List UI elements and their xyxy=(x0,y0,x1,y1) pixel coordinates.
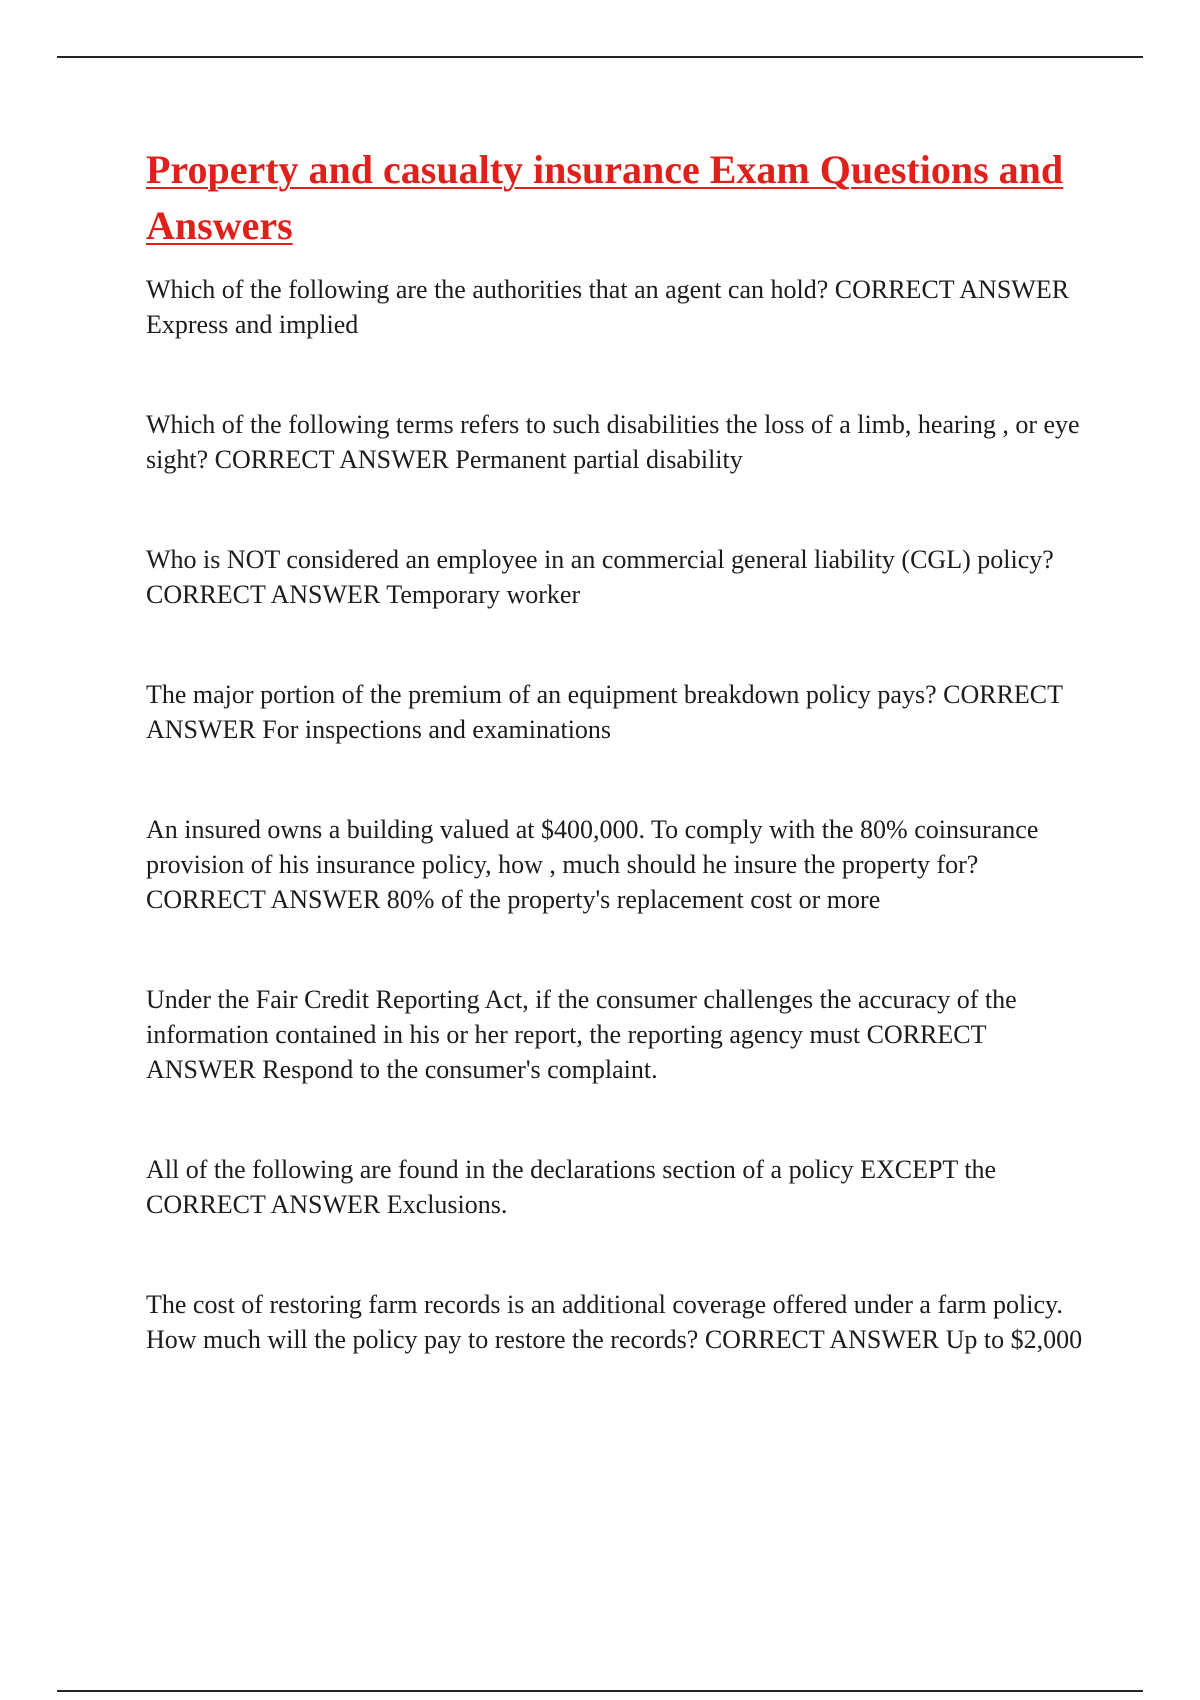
qa-item: Under the Fair Credit Reporting Act, if the consumer challenges the accuracy of the information contained in his or her report, the reporting agency must CORRECT ANSWER Respond to the consumer's complaint. xyxy=(146,985,1017,1084)
qa-item: Which of the following are the authorities that an agent can hold? CORRECT ANSWER Express and implied xyxy=(146,275,1070,339)
qa-item: Which of the following terms refers to such disabilities the loss of a limb, hearing , or eye sight? CORRECT ANSWER Permanent partial disability xyxy=(146,410,1080,474)
top-rule xyxy=(57,56,1143,58)
qa-item: An insured owns a building valued at $400,000. To comply with the 80% coinsurance provision of his insurance policy, how , much should he insure the property for? CORRECT ANSWER 80% of the property's replacement cost or more xyxy=(146,815,1039,914)
qa-item: All of the following are found in the declarations section of a policy EXCEPT the CORRECT ANSWER Exclusions. xyxy=(146,1155,997,1219)
qa-item: Who is NOT considered an employee in an commercial general liability (CGL) policy? CORRECT ANSWER Temporary worker xyxy=(146,545,1054,609)
bottom-rule xyxy=(57,1690,1143,1692)
qa-item: The cost of restoring farm records is an additional coverage offered under a farm policy. How much will the policy pay to restore the records? CORRECT ANSWER Up to $2,000 xyxy=(146,1290,1083,1354)
document-body xyxy=(146,142,1096,1357)
document-title: Property and casualty insurance Exam Questions and Answers xyxy=(146,147,1064,248)
qa-item: The major portion of the premium of an equipment breakdown policy pays? CORRECT ANSWER For inspections and examinations xyxy=(146,680,1063,744)
